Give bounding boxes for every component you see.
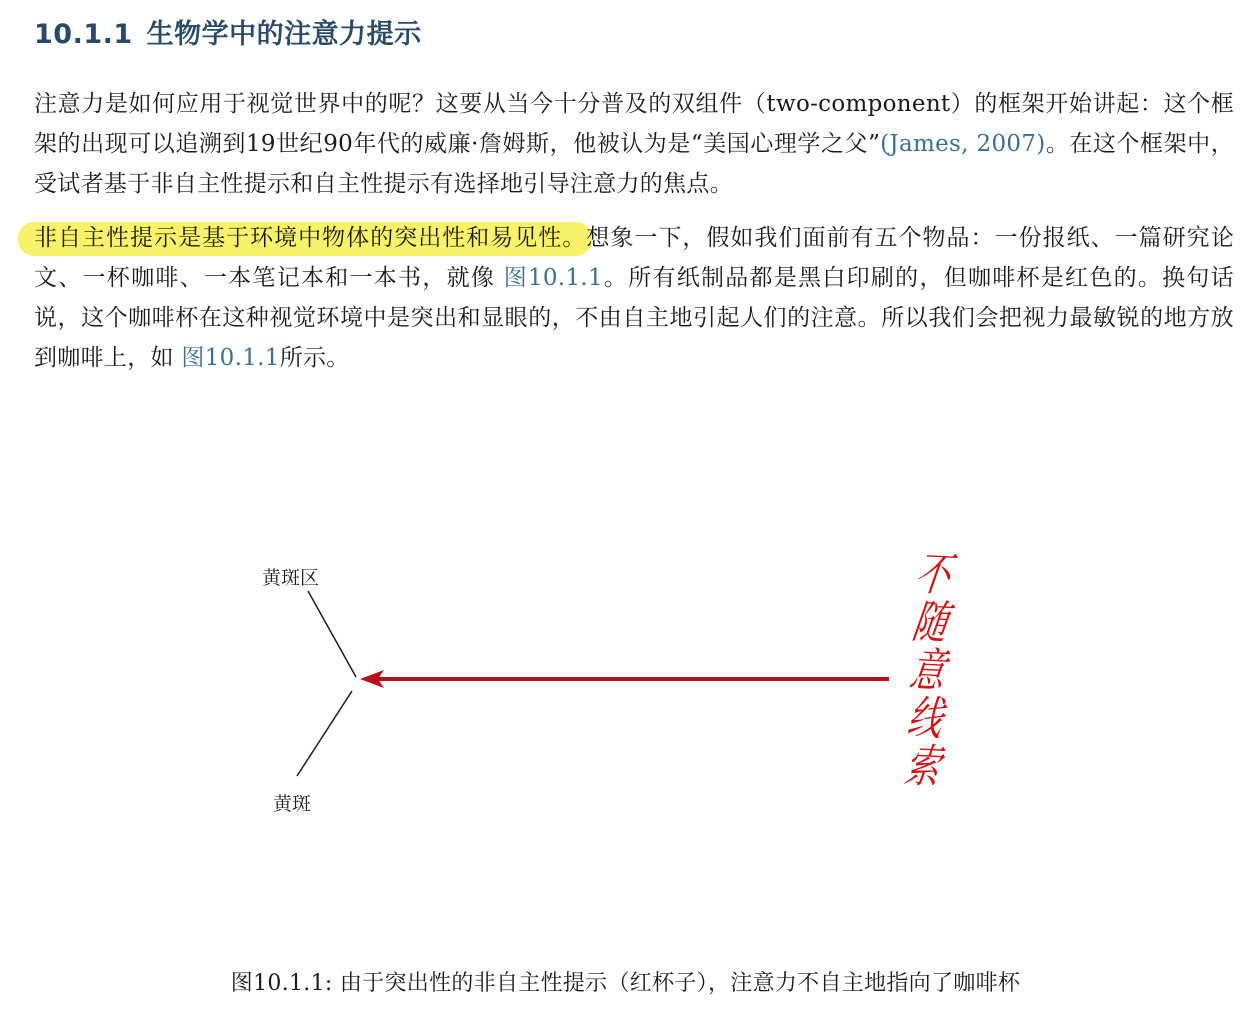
figure-reference-link[interactable]: 图10.1.1 [181,345,280,371]
highlighted-sentence: 非自主性提示是基于环境中物体的突出性和易见性。 [34,222,586,256]
macula-label: 黄斑区 [262,567,320,589]
paragraph-text: 想象一下，假如我们面前有五个物品：一份报纸、一篇研究论文、一杯咖啡、一本笔记本和一本书，就像 [34,225,1234,291]
section-title: 生物学中的注意力提示 [146,19,422,50]
figure-reference-link[interactable]: 图10.1.1 [503,265,603,291]
annotation-char: 线 [904,690,947,746]
paragraph-text: 。在这个框架中，受试者基于非自主性提示和自主性提示有选择地引导注意力的焦点。 [34,131,1234,197]
section-heading [34,12,422,51]
figure-diagram [0,380,1251,940]
fovea-label: 黄斑 [273,793,312,815]
annotation-char: 不 [911,546,955,602]
paragraph-text: 。所有纸制品都是黑白印刷的，但咖啡杯是红色的。换句话说，这个咖啡杯在这种视觉环境中是突出和显眼的，不由自主地引起人们的注意。所以我们会把视力最敏锐的地方放到咖啡上，如 [34,265,1234,371]
eye-upper-line [308,591,356,677]
citation-link-james[interactable]: (James, 2007) [880,131,1046,157]
annotation-char: 意 [906,642,950,698]
annotation-char: 随 [909,594,952,650]
paragraph-text: 注意力是如何应用于视觉世界中的呢？这要从当今十分普及的双组件（two-component）的框架开始讲起：这个框架的出现可以追溯到19世纪90年代的威廉·詹姆斯，他被认为是“美国心理学之父” [34,91,1234,157]
annotation-char: 索 [901,738,945,794]
handwritten-annotation [892,546,964,794]
paragraph-attention-framework [34,84,1234,204]
figure-eye-attention [0,380,1251,940]
paragraph-text: 所示。 [279,345,350,371]
section-number: 10.1.1 [34,19,133,50]
paragraph-nonvolitional-cue [34,218,1234,378]
eye-lower-line [297,691,352,776]
figure-caption: 图10.1.1: 由于突出性的非自主性提示（红杯子），注意力不自主地指向了咖啡杯 [230,971,1021,996]
